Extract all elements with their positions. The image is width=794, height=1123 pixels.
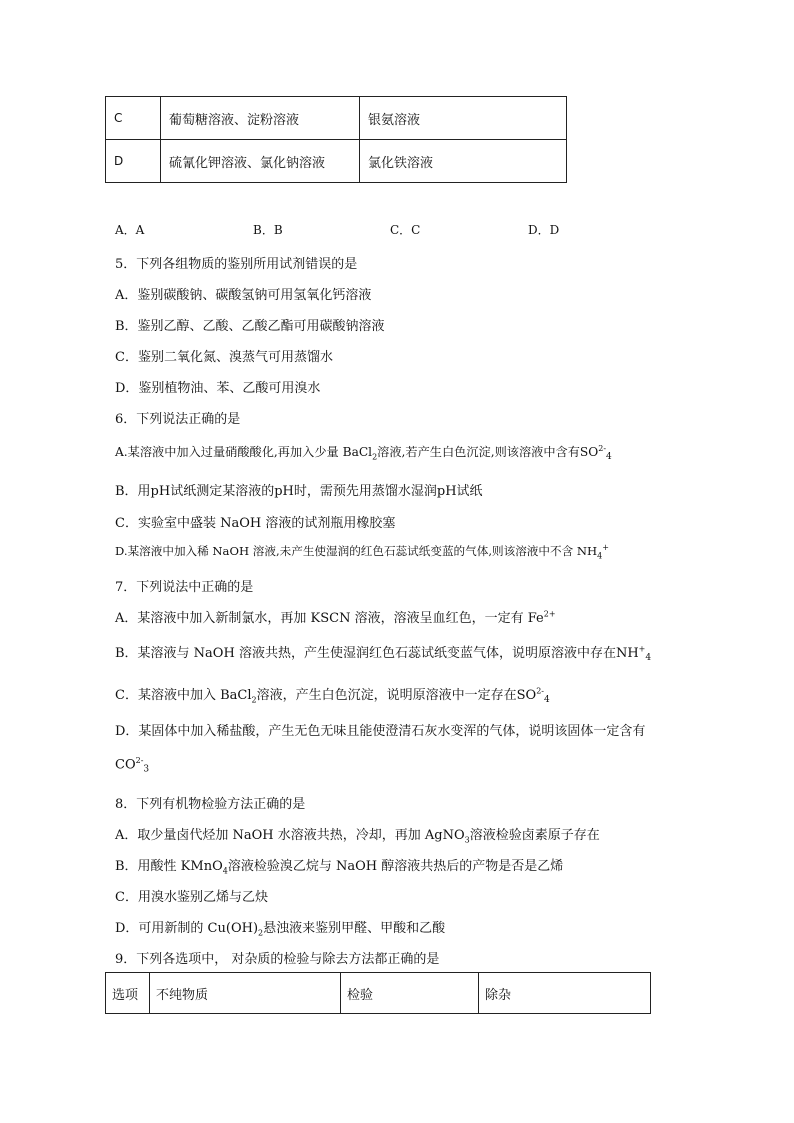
- substances-cell: 硫氰化钾溶液、氯化钠溶液: [161, 140, 360, 183]
- q6-option-a: [115, 443, 612, 462]
- table-row: [106, 97, 567, 140]
- reagent-cell: 银氨溶液: [360, 97, 567, 140]
- ion: CO: [115, 757, 136, 773]
- q9-stem: 9．下列各选项中， 对杂质的检验与除去方法都正确的是: [115, 952, 440, 967]
- text: A．某溶液中加入新制氯水，再加 KSCN 溶液，溶液呈血红色，一定有 Fe: [115, 611, 544, 626]
- q4-options: [115, 221, 575, 237]
- q4-table: [105, 96, 567, 183]
- q5-option-a: A．鉴别碳酸钠、碳酸氢钠可用氢氧化钙溶液: [115, 288, 372, 303]
- text: 溶液，产生白色沉淀，说明原溶液中一定存在: [256, 688, 517, 703]
- text: C．某溶液中加入 BaCl: [115, 688, 252, 703]
- ion: NH: [615, 646, 639, 661]
- ion-charge: 2-: [135, 756, 144, 765]
- q8-stem: 8．下列有机物检验方法正确的是: [115, 797, 306, 812]
- q7-option-b: [115, 642, 651, 663]
- option-a: A．A: [115, 223, 145, 237]
- table-header-row: [106, 973, 651, 1014]
- option-d: D．D: [528, 223, 560, 237]
- q5-option-c: C．鉴别二氧化氮、溴蒸气可用蒸馏水: [115, 350, 333, 365]
- ion-charge: +: [638, 644, 646, 654]
- q7-option-d-ion: [115, 756, 149, 774]
- header-removal: 除杂: [479, 973, 651, 1014]
- ion-charge: 2+: [543, 609, 556, 619]
- q5-stem: 5．下列各组物质的鉴别所用试剂错误的是: [115, 257, 358, 272]
- text: 溶液,若产生白色沉淀,则该溶液中含有: [377, 445, 580, 459]
- ion-charge: 2-: [598, 443, 607, 453]
- q6-option-d: [115, 543, 609, 560]
- q7-stem: 7．下列说法中正确的是: [115, 580, 254, 595]
- q8-option-b: [115, 855, 563, 876]
- subscript: 3: [464, 835, 470, 845]
- text: B．某溶液与 NaOH 溶液共热，产生使湿润红色石蕊试纸变蓝气体，说明原溶液中存在: [115, 646, 616, 661]
- reagent-cell: 氯化铁溶液: [360, 140, 567, 183]
- q8-option-d: [115, 917, 445, 938]
- ion: SO: [516, 688, 537, 703]
- q7-option-c: [115, 684, 550, 705]
- q5-option-b: B．鉴别乙醇、乙酸、乙酸乙酯可用碳酸钠溶液: [115, 319, 385, 334]
- q8-option-a: [115, 824, 600, 845]
- substances-cell: 葡萄糖溶液、淀粉溶液: [161, 97, 360, 140]
- subscript: 2: [258, 928, 264, 938]
- ion-subscript: 3: [143, 764, 150, 775]
- subscript: 2: [372, 452, 378, 462]
- ion-subscript: 4: [606, 452, 612, 462]
- table-row: [106, 140, 567, 183]
- text: 悬浊液来鉴别甲醛、甲酸和乙酸: [263, 921, 446, 936]
- row-label: D: [106, 140, 161, 183]
- q6-option-c: C．实验室中盛装 NaOH 溶液的试剂瓶用橡胶塞: [115, 516, 396, 531]
- header-substance: 不纯物质: [150, 973, 341, 1014]
- subscript: 4: [597, 551, 603, 561]
- text: D．可用新制的 Cu(OH): [115, 921, 259, 936]
- row-label: C: [106, 97, 161, 140]
- header-test: 检验: [341, 973, 479, 1014]
- option-c: C．C: [390, 223, 421, 237]
- ion-subscript: 4: [543, 695, 550, 705]
- q7-option-d: D．某固体中加入稀盐酸，产生无色无味且能使澄清石灰水变浑的气体，说明该固体一定含有: [115, 724, 646, 739]
- ion: SO: [579, 445, 599, 459]
- text: D.某溶液中加入稀 NaOH 溶液,未产生使湿润的红色石蕊试纸变蓝的气体,则该溶液中不含 NH: [115, 544, 598, 558]
- q9-table: [105, 972, 651, 1014]
- text: 溶液检验溴乙烷与 NaOH 醇溶液共热后的产物是否是乙烯: [227, 859, 564, 874]
- text: 溶液检验卤素原子存在: [469, 828, 600, 843]
- text: A．取少量卤代烃加 NaOH 水溶液共热，冷却，再加 AgNO: [115, 828, 465, 843]
- subscript: 4: [222, 866, 228, 876]
- q6-option-b: B．用pH试纸测定某溶液的pH时，需预先用蒸馏水湿润pH试纸: [115, 484, 483, 499]
- subscript: 2: [251, 695, 257, 705]
- header-option: 选项: [106, 973, 150, 1014]
- q8-option-c: C．用溴水鉴别乙烯与乙炔: [115, 890, 268, 905]
- text: B．用酸性 KMnO: [115, 859, 223, 874]
- ion-subscript: 4: [645, 653, 652, 663]
- ion-charge: 2-: [536, 686, 544, 696]
- q5-option-d: D．鉴别植物油、苯、乙酸可用溴水: [115, 381, 321, 396]
- text: A.某溶液中加入过量硝酸酸化,再加入少量 BaCl: [115, 445, 373, 459]
- option-b: B．B: [253, 223, 283, 237]
- q7-option-a: [115, 607, 556, 626]
- ion-charge: +: [602, 543, 609, 553]
- q6-stem: 6．下列说法正确的是: [115, 412, 241, 427]
